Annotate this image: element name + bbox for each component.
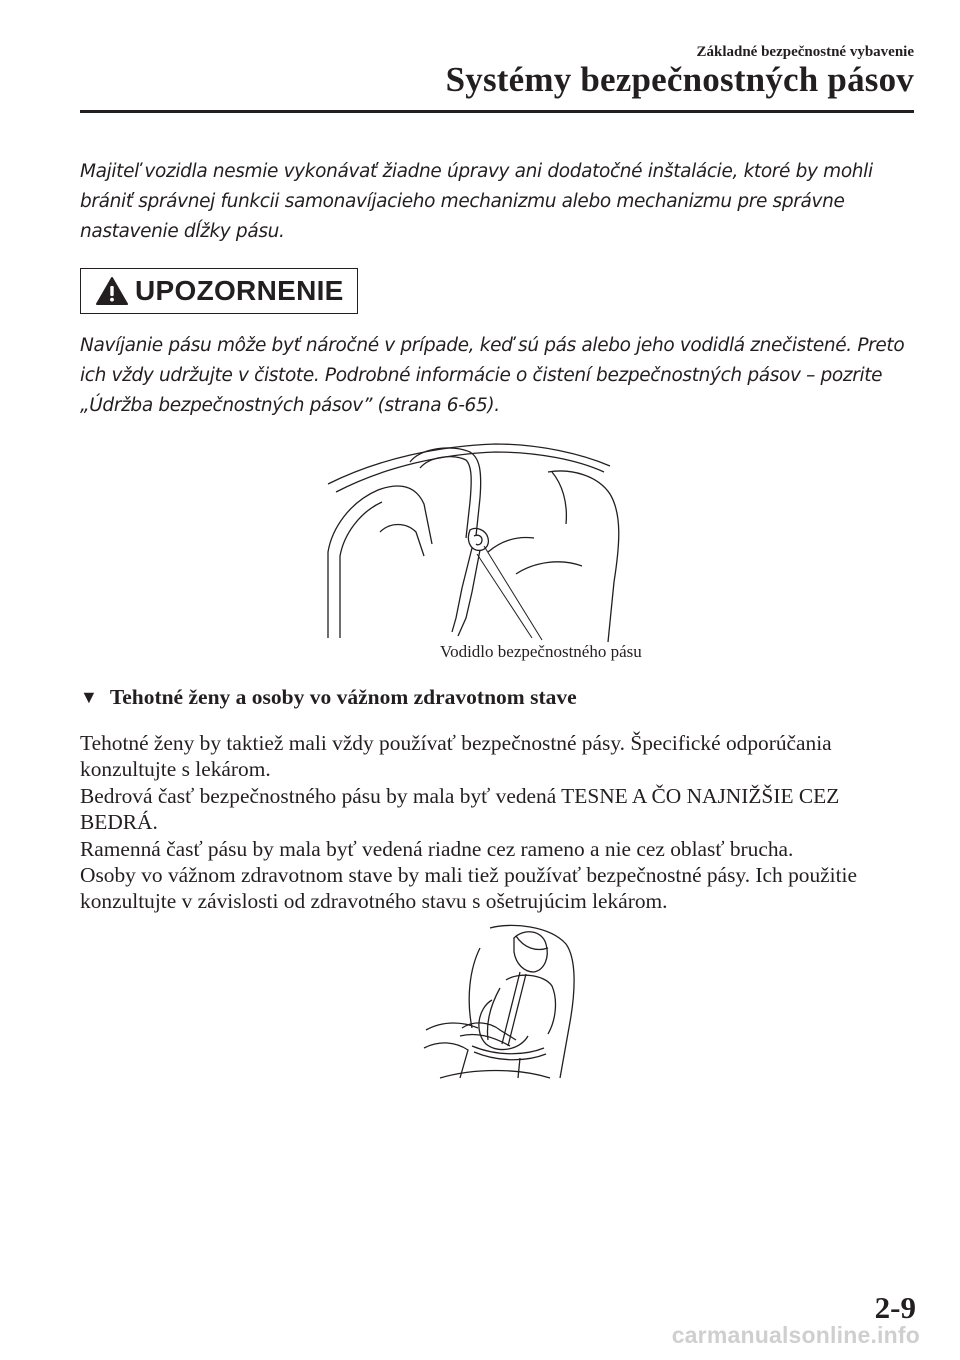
caution-line: Navíjanie pásu môže byť náročné v prípade, keď sú pás alebo jeho vodidlá znečistené. Preto	[80, 335, 905, 356]
body-line: Bedrová časť bezpečnostného pásu by mala byť vedená TESNE A ČO NAJNIŽŠIE CEZ	[80, 783, 840, 808]
body-line: konzultujte v závislosti od zdravotného stavu s ošetrujúcim lekárom.	[80, 889, 668, 914]
warning-triangle-icon	[95, 276, 129, 306]
figure-caption: Vodidlo bezpečnostného pásu	[440, 642, 642, 661]
section-heading-text: Tehotné ženy a osoby vo vážnom zdravotnom stave	[109, 685, 577, 709]
caution-box	[80, 268, 358, 314]
section-label: Základné bezpečnostné vybavenie	[696, 44, 914, 60]
caution-line: ich vždy udržujte v čistote. Podrobné informácie o čistení bezpečnostných pásov – pozrite	[80, 365, 883, 386]
intro-line: nastavenie dĺžky pásu.	[80, 221, 285, 242]
intro-line: Majiteľ vozidla nesmie vykonávať žiadne úpravy ani dodatočné inštalácie, ktoré by mohli	[80, 161, 873, 182]
body-line: Ramenná časť pásu by mala byť vedená riadne cez rameno a nie cez oblasť brucha.	[80, 836, 794, 861]
section-heading	[80, 685, 577, 710]
watermark: carmanualsonline.info	[671, 1322, 920, 1348]
body-line: Tehotné ženy by taktiež mali vždy používať bezpečnostné pásy. Špecifické odporúčania	[80, 731, 832, 755]
pregnant-woman-seat-belt-illustration	[420, 918, 580, 1082]
intro-paragraph	[80, 157, 910, 247]
body-line: konzultujte s lekárom.	[80, 757, 271, 782]
page-title: Systémy bezpečnostných pásov	[445, 60, 914, 99]
caution-label: UPOZORNENIE	[135, 275, 344, 306]
caution-line: „Údržba bezpečnostných pásov” (strana 6-65).	[80, 395, 500, 416]
body-line: Osoby vo vážnom zdravotnom stave by mali tiež používať bezpečnostné pásy. Ich použitie	[80, 863, 857, 888]
intro-line: brániť správnej funkcii samonavíjacieho mechanizmu alebo mechanizmu pre správne	[80, 191, 845, 212]
body-paragraph	[80, 730, 910, 915]
caution-paragraph	[80, 331, 910, 421]
page-number: 2-9	[874, 1290, 916, 1325]
seat-belt-guide-illustration	[320, 432, 640, 664]
header-rule	[80, 110, 914, 113]
down-triangle-icon: ▼	[80, 687, 98, 707]
body-line: BEDRÁ.	[80, 810, 158, 835]
